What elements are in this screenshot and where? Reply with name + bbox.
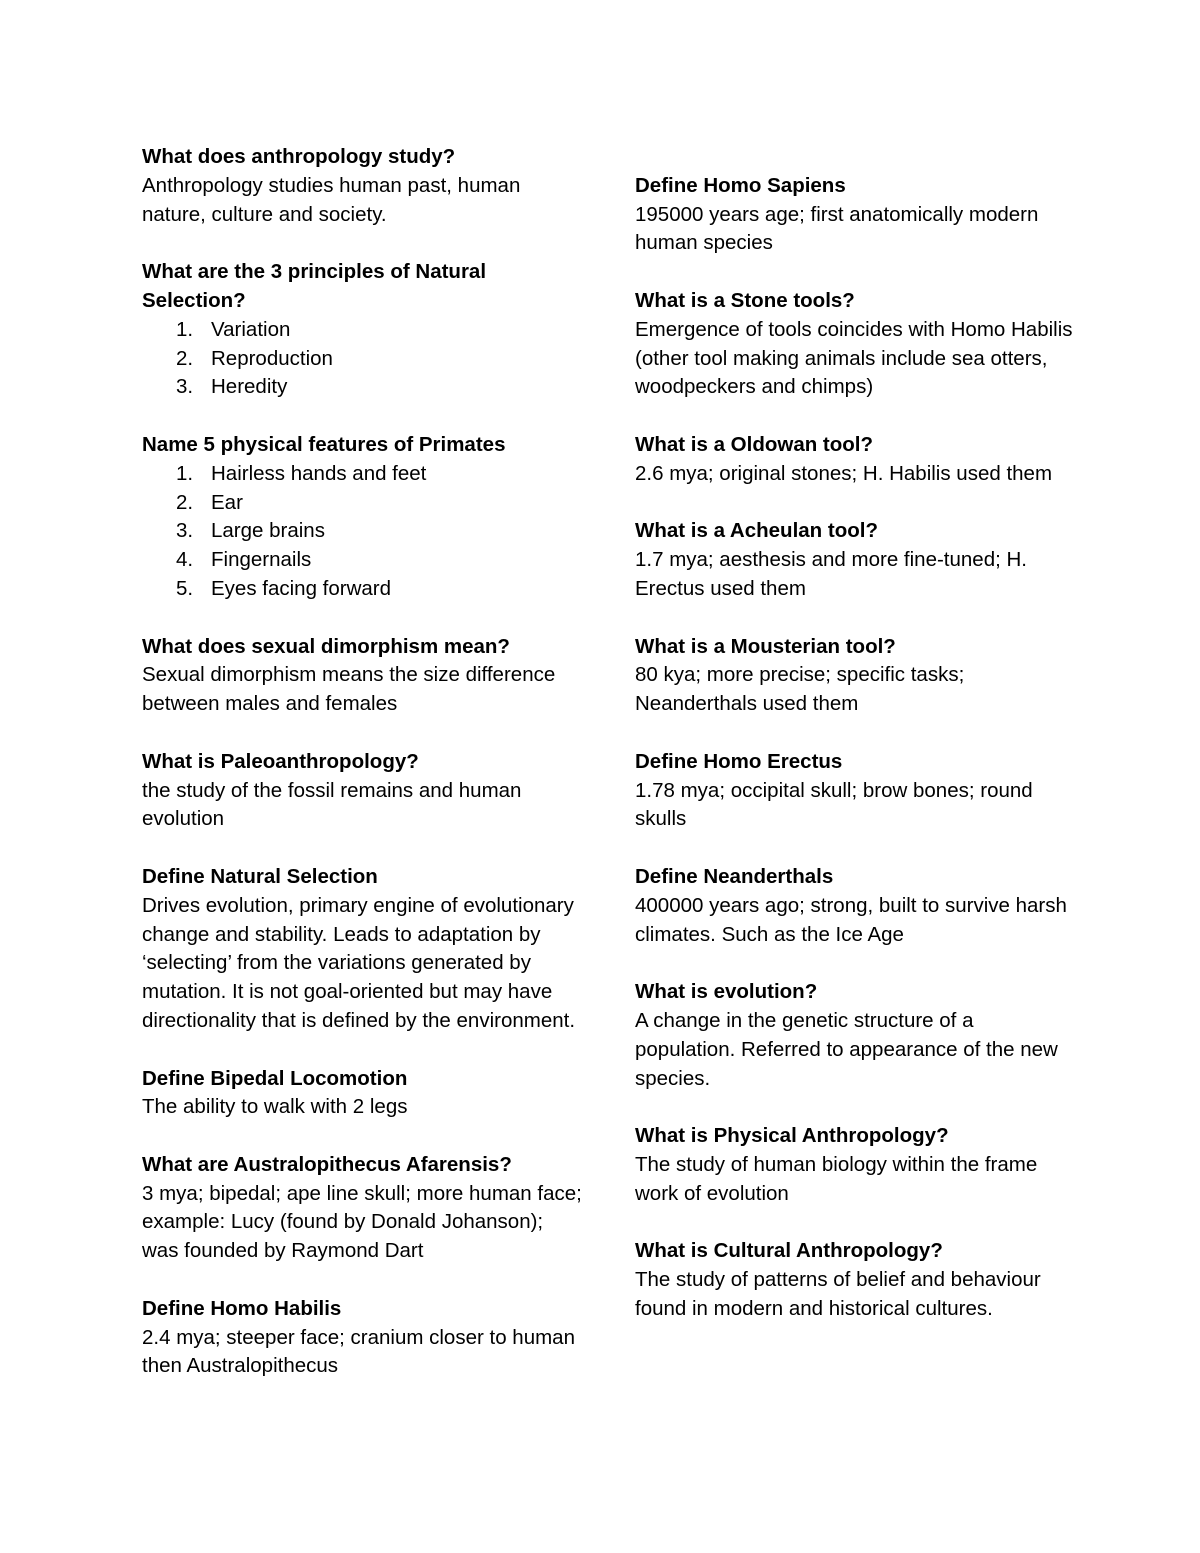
answer: 1.78 mya; occipital skull; brow bones; round skulls [635, 778, 1033, 831]
question: What is Cultural Anthropology? [635, 1239, 943, 1263]
list-item: 4. Fingernails [176, 548, 312, 572]
qa-item [635, 978, 1075, 1093]
answer: 3 mya; bipedal; ape line skull; more human face; example: Lucy (found by Donald Johanson); was founded by Raymond Dart [142, 1181, 582, 1263]
qa-item [142, 863, 582, 1036]
answer: Anthropology studies human past, human nature, culture and society. [142, 173, 521, 226]
list-item: 1. Hairless hands and feet [176, 461, 427, 485]
question: Define Neanderthals [635, 864, 834, 888]
answer: Emergence of tools coincides with Homo Habilis (other tool making animals include sea otters, woodpeckers and chimps) [635, 317, 1073, 399]
question: Name 5 physical features of Primates [142, 432, 506, 456]
qa-item [635, 517, 1075, 603]
answer: Sexual dimorphism means the size difference between males and females [142, 663, 556, 716]
qa-item [142, 143, 582, 229]
qa-item [142, 633, 582, 719]
qa-item [142, 1295, 582, 1381]
question: Define Natural Selection [142, 864, 378, 888]
qa-item [635, 748, 1075, 834]
question: What is a Acheulan tool? [635, 519, 878, 543]
answer: The study of patterns of belief and behaviour found in modern and historical cultures. [635, 1268, 1041, 1320]
question: What is Physical Anthropology? [635, 1124, 949, 1148]
qa-item [635, 1122, 1075, 1208]
qa-item [635, 287, 1075, 402]
question: Define Bipedal Locomotion [142, 1066, 408, 1090]
question: What is a Stone tools? [635, 288, 855, 312]
list-item: 2. Ear [176, 490, 243, 514]
answer: 2.4 mya; steeper face; cranium closer to human then Australopithecus [142, 1325, 575, 1378]
answer: 195000 years age; first anatomically modern human species [635, 202, 1039, 255]
answer: 400000 years ago; strong, built to survive harsh climates. Such as the Ice Age [635, 893, 1067, 946]
list-item: 3. Heredity [176, 375, 288, 399]
question: What is Paleoanthropology? [142, 749, 419, 773]
qa-item [142, 748, 582, 834]
qa-item [635, 172, 1075, 258]
question: Define Homo Erectus [635, 749, 843, 773]
question: What does sexual dimorphism mean? [142, 634, 510, 658]
answer: 80 kya; more precise; specific tasks; Neanderthals used them [635, 663, 965, 716]
qa-item [142, 1151, 582, 1266]
qa-item [142, 431, 582, 604]
question: Define Homo Habilis [142, 1296, 342, 1320]
qa-item [635, 431, 1075, 489]
left-column [142, 143, 582, 1410]
answer: Drives evolution, primary engine of evolutionary change and stability. Leads to adaptation by ‘selecting’ from the variations generated by mutation. It is not goal-oriented but may have directionality that is defined by the environment. [142, 893, 576, 1032]
question: What are Australopithecus Afarensis? [142, 1152, 512, 1176]
question: What is a Oldowan tool? [635, 432, 874, 456]
question: What is evolution? [635, 980, 818, 1004]
answer: A change in the genetic structure of a population. Referred to appearance of the new species. [635, 1008, 1058, 1090]
qa-item [142, 1065, 582, 1123]
question: What is a Mousterian tool? [635, 634, 896, 658]
numbered-list [142, 460, 582, 604]
right-column [635, 143, 1075, 1352]
question: What does anthropology study? [142, 145, 456, 168]
answer: The ability to walk with 2 legs [142, 1095, 408, 1119]
qa-item [142, 258, 582, 402]
answer: The study of human biology within the frame work of evolution [635, 1152, 1038, 1205]
answer: the study of the fossil remains and human evolution [142, 778, 522, 831]
list-item: 3. Large brains [176, 519, 325, 543]
numbered-list [142, 316, 582, 402]
qa-item [635, 1237, 1075, 1323]
list-item: 2. Reproduction [176, 346, 333, 370]
answer: 1.7 mya; aesthesis and more fine-tuned; H. Erectus used them [635, 548, 1027, 600]
list-item: 5. Eyes facing forward [176, 576, 392, 600]
answer: 2.6 mya; original stones; H. Habilis used them [635, 461, 1053, 485]
list-item: 1. Variation [176, 317, 291, 341]
question: What are the 3 principles of Natural Selection? [142, 260, 487, 312]
question: Define Homo Sapiens [635, 173, 846, 197]
qa-item [635, 633, 1075, 719]
qa-item [635, 863, 1075, 949]
